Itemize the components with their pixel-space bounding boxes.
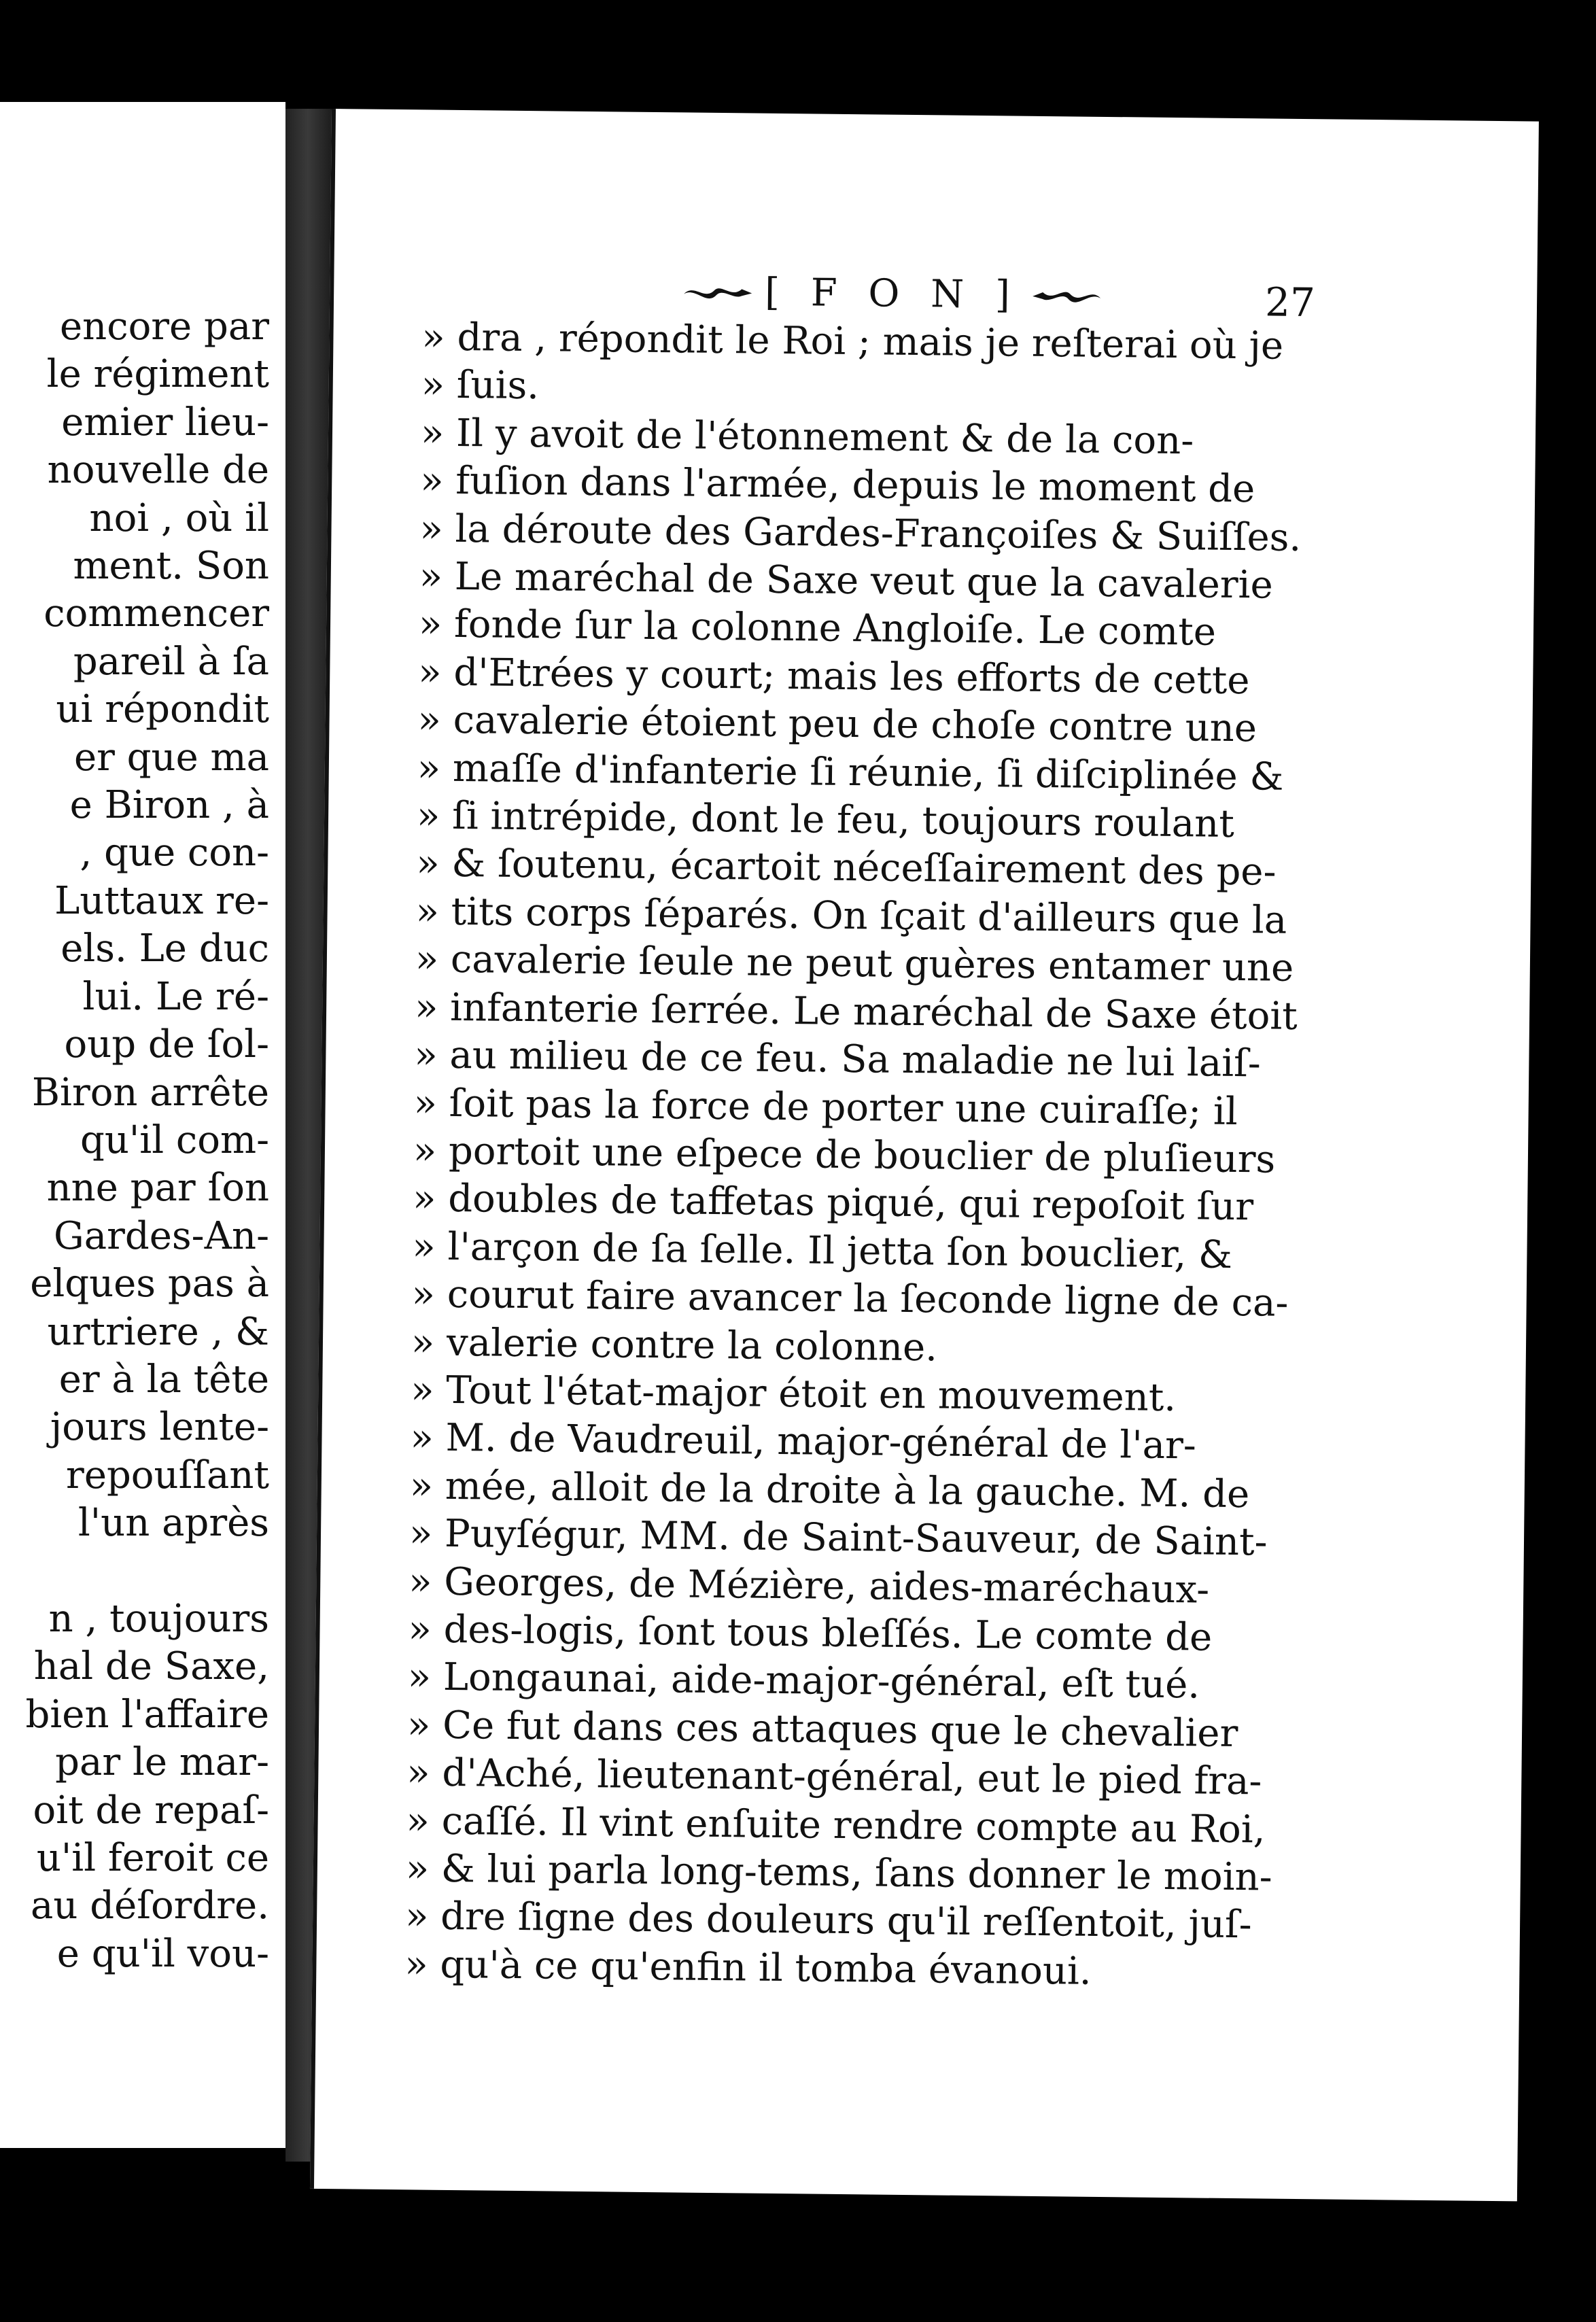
left-line: qu'il com- bbox=[80, 1117, 269, 1162]
text-line: » ſuis. bbox=[421, 362, 540, 409]
text-line: » & lui parla long-tems, ſans donner le moin- bbox=[405, 1846, 1272, 1900]
text-line: » ſi intrépide, dont le feu, toujours roulant bbox=[416, 793, 1235, 847]
text-line: » dre ſigne des douleurs qu'il reſſentoit, juſ- bbox=[404, 1894, 1252, 1947]
text-line: » cavalerie ſeule ne peut guères entamer une bbox=[415, 937, 1294, 991]
text-line: » d'Etrées y court; mais les efforts de cette bbox=[417, 650, 1250, 704]
left-line: lui. Le ré- bbox=[82, 974, 269, 1019]
text-line: » M. de Vaudreuil, major-général de l'ar- bbox=[410, 1415, 1197, 1468]
text-line: » courut faire avancer la ſeconde ligne de ca- bbox=[411, 1272, 1289, 1325]
left-line: Biron arrête bbox=[31, 1070, 269, 1115]
text-line: » valerie contre la colonne. bbox=[411, 1319, 938, 1370]
left-line: bien l'affaire bbox=[25, 1692, 269, 1737]
left-page-text bbox=[26, 303, 269, 1978]
text-line: » infanterie ſerrée. Le maréchal de Saxe étoit bbox=[414, 985, 1298, 1039]
left-line: ment. Son bbox=[73, 544, 269, 589]
left-line: nne par ſon bbox=[46, 1166, 269, 1211]
text-line: » fonde ſur la colonne Angloiſe. Le comte bbox=[418, 602, 1217, 655]
fleuron-ornament-icon bbox=[1029, 281, 1104, 309]
left-line: oit de repaſ- bbox=[33, 1788, 269, 1833]
text-line: » dra , répondit le Roi ; mais je reſterai où je bbox=[421, 315, 1284, 368]
fleuron-ornament-icon bbox=[680, 277, 755, 305]
text-line: » Georges, de Mézière, aides-maréchaux- bbox=[408, 1559, 1210, 1612]
left-line: emier lieu- bbox=[61, 400, 269, 445]
left-line: er à la tête bbox=[58, 1357, 269, 1402]
text-line: » portoit une eſpece de bouclier de pluſieurs bbox=[413, 1128, 1276, 1182]
running-head-title: [ F O N ] bbox=[764, 270, 1020, 317]
text-line: » cavalerie étoient peu de choſe contre une bbox=[417, 697, 1257, 751]
page-number: 27 bbox=[1264, 279, 1316, 326]
left-line: er que ma bbox=[73, 735, 269, 780]
text-line: » Longaunai, aide-major-général, eſt tué. bbox=[407, 1654, 1200, 1708]
left-line: u'il feroit ce bbox=[36, 1836, 269, 1880]
text-line: » d'Aché, lieutenant-général, eut le pied fra- bbox=[406, 1750, 1262, 1804]
text-line: » caſſé. Il vint enſuite rendre compte au Roi, bbox=[406, 1798, 1266, 1852]
text-line: » Le maréchal de Saxe veut que la cavalerie bbox=[419, 554, 1274, 608]
left-line: jours lente- bbox=[50, 1405, 269, 1450]
left-line: elques pas à bbox=[30, 1262, 269, 1306]
text-line: » tits corps ſéparés. On ſçait d'ailleurs que la bbox=[415, 889, 1287, 943]
left-facing-page bbox=[0, 102, 285, 2148]
left-line: noi , où il bbox=[89, 496, 269, 540]
page-body-text bbox=[404, 313, 1333, 1998]
left-line: au déſordre. bbox=[30, 1884, 269, 1928]
text-line: » des-logis, ſont tous bleſſés. Le comte de bbox=[408, 1607, 1213, 1660]
text-line: » & ſoutenu, écartoit néceſſairement des pe- bbox=[416, 841, 1277, 895]
text-line: » fuſion dans l'armée, depuis le moment de bbox=[419, 458, 1255, 512]
text-line: » au milieu de ce feu. Sa maladie ne lui laiſ- bbox=[414, 1033, 1262, 1086]
left-line: pareil à ſa bbox=[73, 639, 269, 684]
text-line: » Ce fut dans ces attaques que le chevalier bbox=[406, 1703, 1238, 1756]
left-line: els. Le duc bbox=[60, 926, 269, 971]
left-line: urtriere , & bbox=[47, 1309, 269, 1354]
left-line: commencer bbox=[44, 591, 269, 636]
text-line: » Puyſégur, MM. de Saint-Sauveur, de Saint- bbox=[409, 1511, 1268, 1565]
text-line: » Il y avoit de l'étonnement & de la con- bbox=[420, 411, 1194, 464]
left-line: n , toujours bbox=[48, 1596, 269, 1641]
left-line: l'un après bbox=[77, 1501, 269, 1546]
left-line: e Biron , à bbox=[69, 783, 269, 828]
left-line: e qu'il vou- bbox=[56, 1931, 269, 1976]
left-line: encore par bbox=[60, 305, 269, 349]
left-line: nouvelle de bbox=[47, 448, 269, 493]
right-main-page bbox=[310, 109, 1539, 2201]
left-line: Luttaux re- bbox=[54, 878, 269, 923]
left-line: oup de ſol- bbox=[64, 1022, 269, 1067]
text-line: » doubles de taffetas piqué, qui repoſoit ſur bbox=[412, 1176, 1254, 1230]
left-line: repouſſant bbox=[66, 1453, 269, 1497]
text-line: » l'arçon de ſa ſelle. Il jetta ſon bouclier, & bbox=[412, 1224, 1233, 1277]
text-line: » ſoit pas la force de porter une cuiraſſe; il bbox=[413, 1080, 1238, 1134]
left-line: , que con- bbox=[80, 831, 269, 876]
left-line bbox=[26, 1548, 269, 1595]
left-line: par le mar- bbox=[55, 1740, 269, 1785]
left-line: Gardes-An- bbox=[54, 1213, 269, 1258]
text-line: » mée, alloit de la droite à la gauche. M. de bbox=[409, 1463, 1250, 1517]
left-line: hal de Saxe, bbox=[33, 1644, 269, 1689]
left-line: ui répondit bbox=[56, 687, 269, 732]
text-line: » Tout l'état-major étoit en mouvement. bbox=[410, 1368, 1177, 1421]
text-line: » qu'à ce qu'enfin il tomba évanoui. bbox=[404, 1942, 1092, 1994]
text-line: » maſſe d'infanterie ſi réunie, ſi diſciplinée & bbox=[417, 746, 1284, 799]
text-line: » la déroute des Gardes-Françoiſes & Suiſſes. bbox=[419, 506, 1302, 560]
left-line: le régiment bbox=[46, 352, 269, 397]
